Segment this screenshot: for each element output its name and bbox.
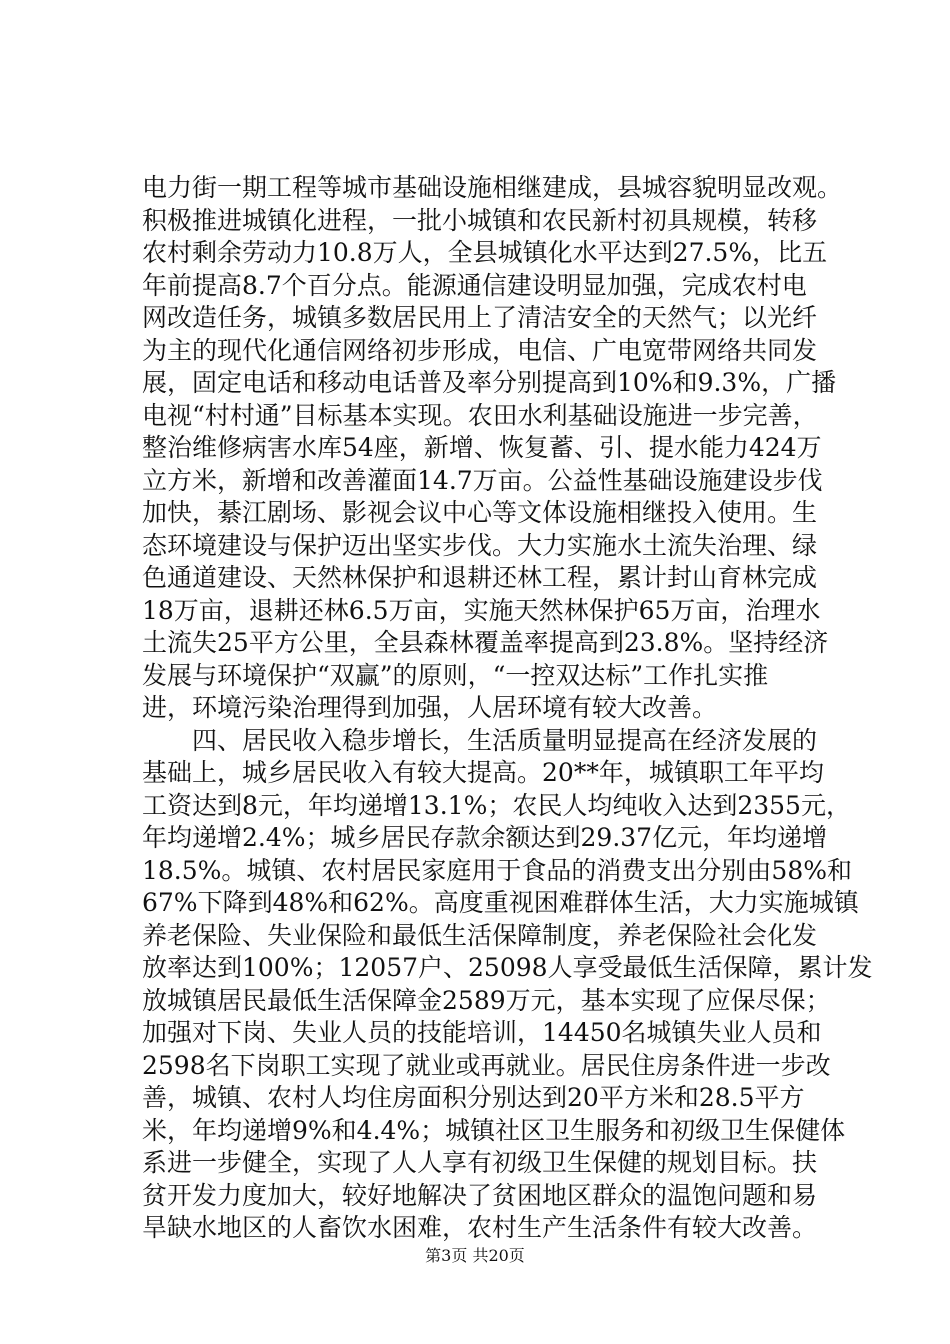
text-line: 67%下降到48%和62%。高度重视困难群体生活，大力实施城镇 [142, 888, 859, 917]
text-line: 加快，綦江剧场、影视会议中心等文体设施相继投入使用。生 [142, 498, 818, 527]
text-line: 年均递增2.4%；城乡居民存款余额达到29.37亿元，年均递增 [142, 823, 828, 852]
text-line: 加强对下岗、失业人员的技能培训，14450名城镇失业人员和 [142, 1018, 822, 1047]
text-line: 18万亩，退耕还林6.5万亩，实施天然林保护65万亩，治理水 [142, 595, 821, 625]
text-line: 立方米，新增和改善灌面14.7万亩。公益性基础设施建设步伐 [142, 465, 823, 495]
text-line: 电视“村村通”目标基本实现。农田水利基础设施进一步完善， [142, 400, 818, 430]
page-footer: 第3页 共20页 [425, 1246, 525, 1265]
text-line: 放率达到100%；12057户、25098人享受最低生活保障，累计发 [142, 953, 873, 982]
document-body [142, 172, 873, 1245]
text-line: 土流失25平方公里，全县森林覆盖率提高到23.8%。坚持经济 [142, 628, 829, 657]
text-line: 积极推进城镇化进程，一批小城镇和农民新村初具规模，转移 [142, 205, 818, 235]
text-line: 发展与环境保护“双赢”的原则，“一控双达标”工作扎实推 [142, 660, 769, 690]
text-line: 基础上，城乡居民收入有较大提高。20**年，城镇职工年平均 [142, 758, 824, 787]
text-line: 米，年均递增9%和4.4%；城镇社区卫生服务和初级卫生保健体 [142, 1115, 846, 1145]
text-line: 放城镇居民最低生活保障金2589万元，基本实现了应保尽保； [142, 985, 831, 1015]
text-line: 整治维修病害水库54座，新增、恢复蓄、引、提水能力424万 [142, 433, 822, 462]
text-line: 旱缺水地区的人畜饮水困难，农村生产生活条件有较大改善。 [142, 1213, 818, 1242]
text-line: 展，固定电话和移动电话普及率分别提高到10%和9.3%，广播 [142, 368, 837, 397]
text-line: 态环境建设与保护迈出坚实步伐。大力实施水土流失治理、绿 [142, 530, 818, 560]
text-line: 系进一步健全，实现了人人享有初级卫生保健的规划目标。扶 [142, 1148, 818, 1177]
text-line: 18.5%。城镇、农村居民家庭用于食品的消费支出分别由58%和 [142, 855, 852, 885]
text-line: 年前提高8.7个百分点。能源通信建设明显加强，完成农村电 [142, 270, 807, 300]
text-line: 四、居民收入稳步增长，生活质量明显提高在经济发展的 [142, 725, 818, 755]
text-line: 善，城镇、农村人均住房面积分别达到20平方米和28.5平方 [142, 1083, 805, 1112]
text-line: 2598名下岗职工实现了就业或再就业。居民住房条件进一步改 [142, 1050, 831, 1080]
text-line: 进，环境污染治理得到加强，人居环境有较大改善。 [142, 693, 718, 722]
text-line: 养老保险、失业保险和最低生活保障制度，养老保险社会化发 [142, 920, 818, 950]
text-line: 工资达到8元，年均递增13.1%；农民人均纯收入达到2355元， [142, 790, 851, 820]
text-line: 色通道建设、天然林保护和退耕还林工程，累计封山育林完成 [142, 563, 818, 592]
text-line: 贫开发力度加大，较好地解决了贫困地区群众的温饱问题和易 [142, 1180, 818, 1210]
text-line: 农村剩余劳动力10.8万人，全县城镇化水平达到27.5%，比五 [142, 238, 828, 267]
text-line: 电力街一期工程等城市基础设施相继建成，县城容貌明显改观。 [142, 173, 843, 202]
text-line: 网改造任务，城镇多数居民用上了清洁安全的天然气；以光纤 [142, 303, 818, 332]
text-line: 为主的现代化通信网络初步形成，电信、广电宽带网络共同发 [142, 335, 818, 365]
